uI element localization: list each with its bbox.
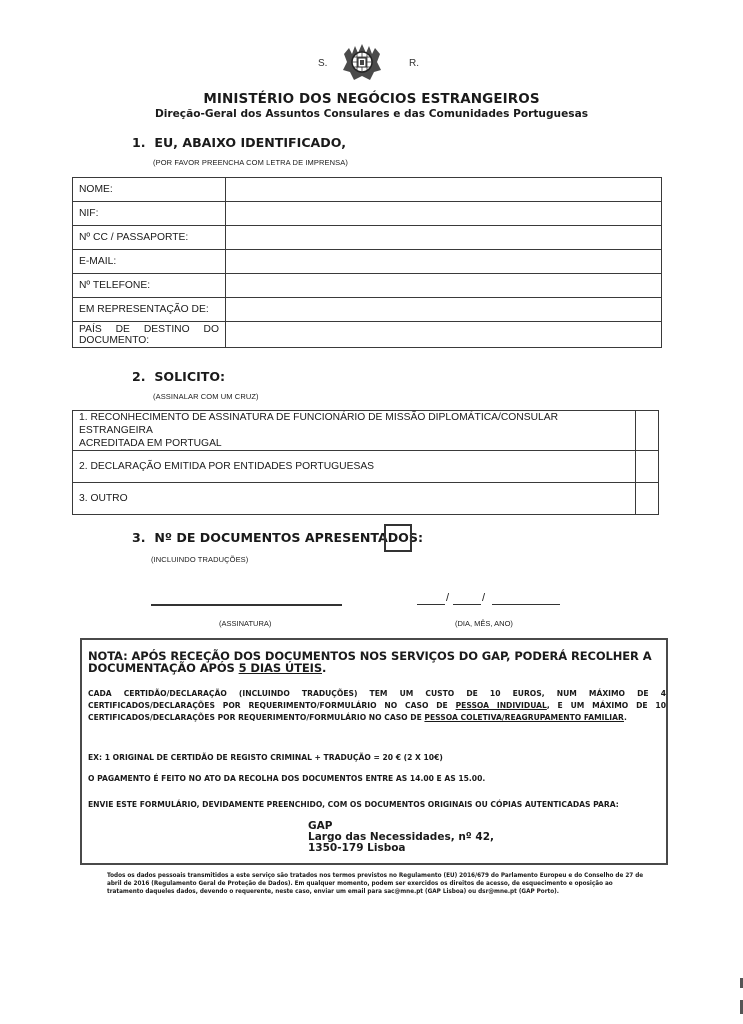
option-2-checkbox[interactable] [636, 451, 659, 483]
option-1-label [73, 411, 636, 451]
header-right-initial: R. [409, 58, 419, 69]
table-row [73, 250, 662, 274]
address-line2: Largo das Necessidades, nº 42, [308, 831, 494, 843]
section1-number: 1. [132, 135, 146, 150]
note-cost-text-3: . [624, 713, 627, 722]
nif-label: NIF: [73, 202, 226, 226]
phone-label: Nº TELEFONE: [73, 274, 226, 298]
section3-note: (INCLUINDO TRADUÇÕES) [151, 555, 249, 564]
date-field[interactable] [417, 592, 560, 606]
table-row [73, 411, 659, 451]
section2-number: 2. [132, 369, 146, 384]
table-row [73, 451, 659, 483]
coat-of-arms-icon [340, 40, 384, 84]
option-3-checkbox[interactable] [636, 483, 659, 515]
note-cost-text-2: , E UM MÁXIMO DE 10 CERTIFICADOS/DECLARAÇÕES POR REQUERIMENTO/FORMULÁRIO NO CASO DE [88, 701, 666, 722]
option-1-line1: 1. RECONHECIMENTO DE ASSINATURA DE FUNCIONÁRIO DE MISSÃO DIPLOMÁTICA/CONSULAR ESTRANGEIRA [79, 412, 559, 436]
address-line3: 1350-179 Lisboa [308, 842, 406, 854]
phone-field[interactable] [226, 274, 662, 298]
destination-country-label-line1: PAÍS DE DESTINO DO [79, 323, 219, 335]
date-month-line[interactable] [453, 604, 481, 605]
address-line1: GAP [308, 820, 333, 832]
table-row [73, 298, 662, 322]
table-row [73, 226, 662, 250]
identification-table [72, 177, 662, 348]
name-label: NOME: [73, 178, 226, 202]
section2-note: (ASSINALAR COM UM CRUZ) [153, 392, 259, 401]
ministry-title: MINISTÉRIO DOS NEGÓCIOS ESTRANGEIROS [203, 91, 540, 107]
table-row [73, 178, 662, 202]
privacy-notice: Todos os dados pessoais transmitidos a este serviço são tratados nos termos previstos no Regulamento (EU) 2016/679 do Parlamento Europeu e do Conselho de 27 de abril de 2016 (Regulamento Geral de Proteção de Dados). Em qualquer momento, podem ser exercidos os direitos de acesso, de esquecimento e oposição ao tratamento daqueles dados, devendo o requerente, neste caso, enviar um email para sac@mne.pt (GAP Lisboa) ou dsr@mne.pt (GAP Porto). [107, 873, 644, 896]
date-label: (DIA, MÊS, ANO) [455, 619, 513, 628]
nif-field[interactable] [226, 202, 662, 226]
cc-passport-label: Nº CC / PASSAPORTE: [73, 226, 226, 250]
section1-heading [132, 135, 346, 150]
date-separator: / [482, 592, 486, 604]
option-1-line2: ACREDITADA EM PORTUGAL [79, 438, 222, 449]
destination-country-label-line2: DOCUMENTO: [79, 334, 150, 346]
date-day-line[interactable] [417, 604, 445, 605]
table-row [73, 483, 659, 515]
option-2-label: 2. DECLARAÇÃO EMITIDA POR ENTIDADES PORTUGUESAS [73, 451, 636, 483]
table-row [73, 274, 662, 298]
signature-label: (ASSINATURA) [219, 619, 272, 628]
signature-line[interactable] [151, 604, 342, 606]
representation-field[interactable] [226, 298, 662, 322]
email-label: E-MAIL: [73, 250, 226, 274]
note-cost-text-1: CADA CERTIDÃO/DECLARAÇÃO (INCLUINDO TRADUÇÕES) TEM UM CUSTO DE 10 EUROS, NUM MÁXIMO DE 4 CERTIFICADOS/DECLARAÇÕES POR REQUERIMENTO/FORMULÁRIO NO CASO DE [88, 689, 666, 710]
section3-heading [132, 530, 423, 545]
section2-heading [132, 369, 225, 384]
destination-country-field[interactable] [226, 322, 662, 348]
section1-title: EU, ABAIXO IDENTIFICADO, [154, 135, 346, 150]
destination-country-label [73, 322, 226, 348]
note-deadline: 5 DIAS ÚTEIS [238, 661, 323, 675]
note-cost-collective: PESSOA COLETIVA/REAGRUPAMENTO FAMILIAR [424, 713, 625, 722]
document-count-box[interactable] [384, 524, 412, 552]
note-title [88, 650, 660, 674]
date-year-line[interactable] [492, 604, 560, 605]
date-separator: / [446, 592, 450, 604]
note-box [80, 638, 668, 865]
note-address [308, 821, 494, 854]
table-row [73, 202, 662, 226]
note-payment: O PAGAMENTO É FEITO NO ATO DA RECOLHA DOS DOCUMENTOS ENTRE AS 14.00 E AS 15.00. [88, 774, 486, 783]
note-cost-individual: PESSOA INDIVIDUAL [455, 701, 547, 710]
cc-passport-field[interactable] [226, 226, 662, 250]
note-cost-paragraph [88, 688, 666, 724]
section3-title: Nº DE DOCUMENTOS APRESENTADOS: [154, 530, 423, 545]
note-title-line2-pre: DOCUMENTAÇÃO APÓS [88, 661, 239, 675]
note-title-period: . [322, 661, 327, 675]
note-send-instructions: ENVIE ESTE FORMULÁRIO, DEVIDAMENTE PREENCHIDO, COM OS DOCUMENTOS ORIGINAIS OU CÓPIAS AUTENTICADAS PARA: [88, 800, 619, 809]
table-row [73, 322, 662, 348]
section3-number: 3. [132, 530, 146, 545]
representation-label: EM REPRESENTAÇÃO DE: [73, 298, 226, 322]
email-field[interactable] [226, 250, 662, 274]
option-3-label: 3. OUTRO [73, 483, 636, 515]
request-options-table [72, 410, 659, 515]
note-title-line1: NOTA: APÓS RECEÇÃO DOS DOCUMENTOS NOS SERVIÇOS DO GAP, PODERÁ RECOLHER A [88, 649, 652, 663]
section2-title: SOLICITO: [154, 369, 226, 384]
section1-note: (POR FAVOR PREENCHA COM LETRA DE IMPRENSA) [153, 158, 348, 167]
note-example: EX: 1 ORIGINAL DE CERTIDÃO DE REGISTO CRIMINAL + TRADUÇÃO = 20 € (2 X 10€) [88, 753, 443, 762]
directorate-subtitle: Direção-Geral dos Assuntos Consulares e das Comunidades Portuguesas [154, 108, 589, 120]
name-field[interactable] [226, 178, 662, 202]
option-1-checkbox[interactable] [636, 411, 659, 451]
header-left-initial: S. [318, 58, 328, 69]
